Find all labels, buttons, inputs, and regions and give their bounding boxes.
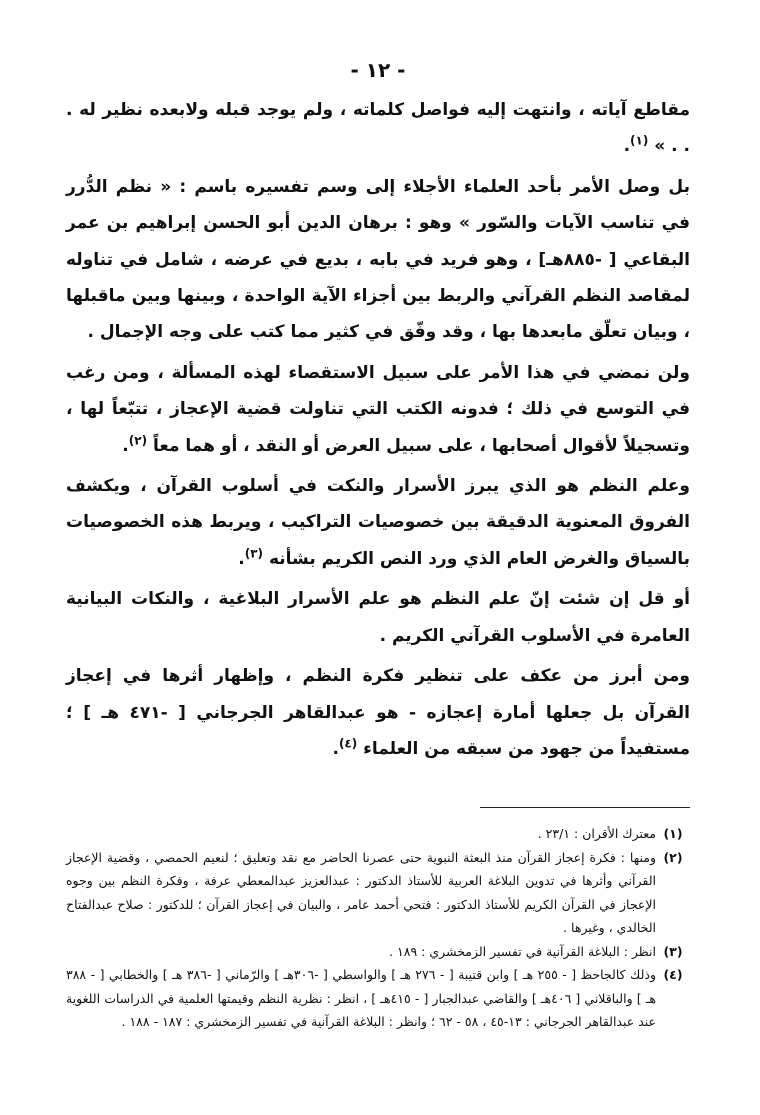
paragraph-1-tail: . [623, 136, 631, 157]
paragraph-1 [66, 92, 690, 165]
footnote-ref-1: (١) [630, 133, 649, 148]
footnote-number: (٢) [663, 849, 683, 865]
footnote-number: (١) [663, 826, 683, 842]
page-number: - ١٢ - [350, 58, 406, 82]
footnote-text: وذلك كالجاحظ [ - ٢٥٥ هـ ] وابن قتيبة [ - ٢٧٦ هـ ] والواسطي [ -٣٠٦هـ ] والرّماني [ -٣٨٦ هـ ] والخطابي [ - ٣٨٨ هـ ] والباقلاني [ ٤٠٦هـ ] والقاضي عبدالجبار [ - ٤١٥هـ ] ، انظر : نظرية النظم وقيمتها العلمية في الدراسات اللغوية عند عبدالقاهر الجرجاني : ١٣-٤٥ ، ٥٨ - ٦٢ ؛ وانظر : البلاغة القرآنية في تفسير الزمخشري : ١٨٧ - ١٨٨ . [66, 967, 656, 1030]
footnote-text: انظر : البلاغة القرآنية في تفسير الزمخشري : ١٨٩ . [389, 943, 656, 959]
paragraph-6-text: ومن أبرز من عكف على تنظير فكرة النظم ، وإظهار أثرها في إعجاز القرآن بل جعلها أمارة إعجازه - هو عبدالقاهر الجرجاني [ -٤٧١ هـ ] ؛ مستفيداً من جهود من سبقه من العلماء [66, 666, 691, 759]
paragraph-5-text: أو قل إن شئت إنّ علم النظم هو علم الأسرار البلاغية ، والنكات البيانية العامرة في الأسلوب القرآني الكريم . [66, 589, 690, 646]
footnote-4 [66, 963, 690, 1034]
paragraph-3 [66, 355, 690, 464]
paragraph-4-tail: . [238, 548, 245, 569]
paragraph-1-text: مقاطع آياته ، وانتهت إليه فواصل كلماته ، ولم يوجد قبله ولابعده نظير له . . . » [66, 100, 690, 157]
footnote-3 [66, 940, 690, 964]
paragraph-4-text: وعلم النظم هو الذي يبرز الأسرار والنكت في أسلوب القرآن ، ويكشف الفروق المعنوية الدقيقة بين خصوصيات التراكيب ، ويربط هذه الخصوصيات بالسياق والغرض العام الذي ورد النص الكريم بشأنه [66, 476, 690, 569]
paragraph-6 [66, 658, 690, 767]
footnote-1 [66, 822, 690, 846]
footnote-ref-4: (٤) [338, 736, 358, 751]
footnotes [66, 822, 690, 1034]
footnote-2 [66, 846, 690, 940]
paragraph-4 [66, 468, 690, 577]
paragraph-3-text: ولن نمضي في هذا الأمر على سبيل الاستقصاء لهذه المسألة ، ومن رغب في التوسع في ذلك ؛ فدونه الكتب التي تناولت قضية الإعجاز ، تتبّعاً لها ، وتسجيلاً لأقوال أصحابها ، على سبيل العرض أو النقد ، أو هما معاً [66, 362, 690, 456]
paragraph-2-text: بل وصل الأمر بأحد العلماء الأجلاء إلى وسم تفسيره باسم : « نظم الدُّرر في تناسب الآيات والسّور » وهو : برهان الدين أبو الحسن إبراهيم بن عمر البقاعي [ -٨٨٥هـ] ، وهو فريد في بابه ، بديع في عرضه ، شامل في تناوله لمقاصد النظم القرآني والربط بين أجزاء الآية الواحدة ، وبينها وبين ماقبلها ، وبيان تعلّق مابعدها بها ، وقد وفّق في كثير مما كتب على وجه الإجمال . [66, 176, 690, 343]
footnote-number: (٤) [663, 967, 683, 983]
paragraph-3-tail: . [122, 435, 129, 456]
body-text [66, 92, 690, 767]
footnote-text: معترك الأقران : ٢٣/١ . [537, 826, 656, 842]
paragraph-6-tail: . [332, 738, 339, 759]
paragraph-2 [66, 169, 690, 351]
paragraph-5 [66, 581, 690, 654]
footnote-number: (٣) [663, 943, 683, 959]
footnote-ref-3: (٣) [244, 546, 264, 561]
footnote-separator [480, 807, 690, 808]
footnote-text: ومنها : فكرة إعجاز القرآن منذ البعثة النبوية حتى عصرنا الحاضر مع نقد وتعليق ؛ لنعيم الحمصي ، وقضية الإعجاز القرآني وأثرها في تدوين البلاغة العربية للأستاذ الدكتور : عبدالعزيز عبدالمعطي عرفة ، وفكرة النظم بين وجوه الإعجاز في القرآن الكريم للأستاذ الدكتور : فتحي أحمد عامر ، والبيان في إعجاز القرآن ؛ للدكتور : صلاح عبدالفتاح الخالدي ، وغيرها . [66, 849, 656, 936]
footnote-ref-2: (٢) [128, 433, 148, 447]
